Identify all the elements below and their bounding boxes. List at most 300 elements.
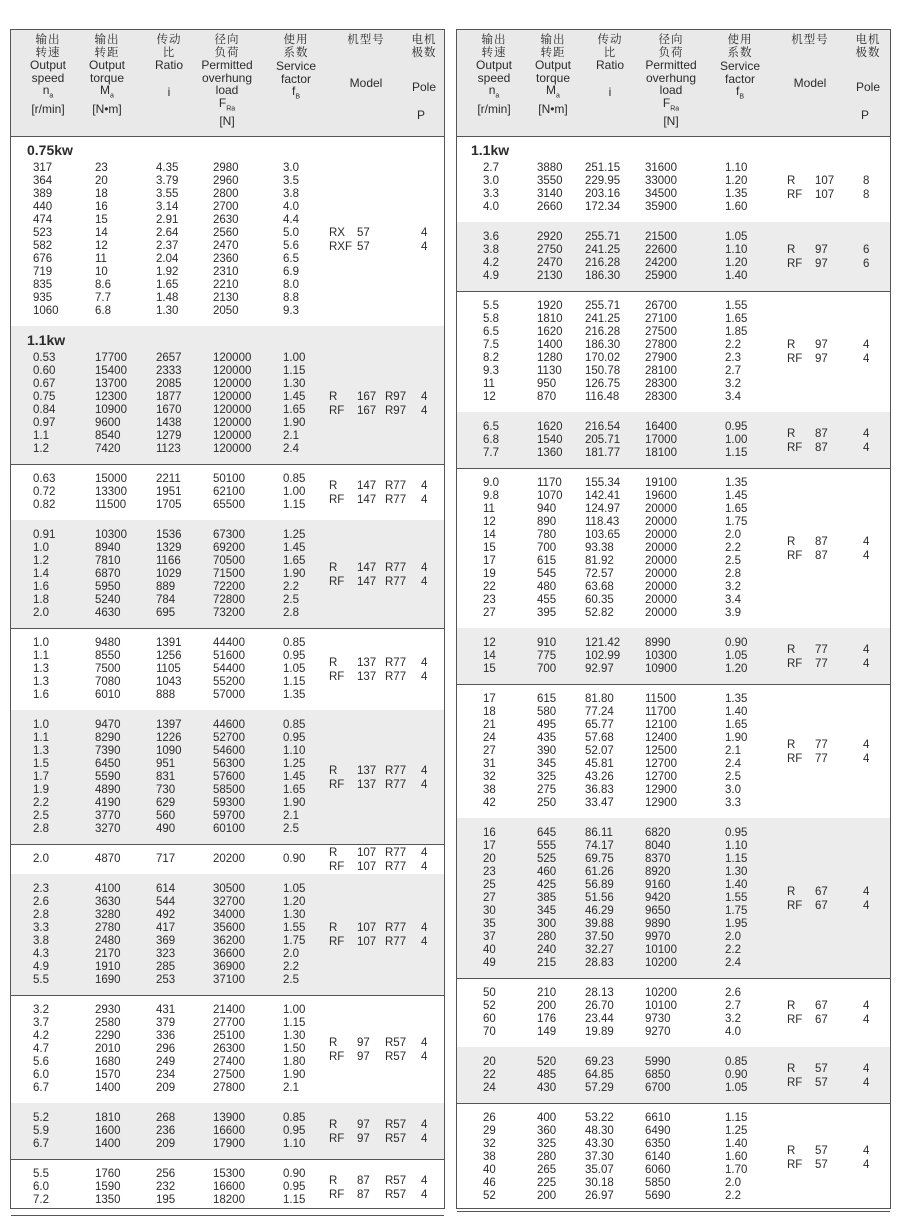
ratio-cell: 72.57 [585,568,614,580]
speed-cell: 0.72 [33,486,56,498]
table-row [11,214,444,227]
ratio-cell: 784 [156,594,176,606]
pole-value: 8 [863,175,870,187]
ratio-cell: 1536 [156,529,182,541]
ratio-cell: 86.11 [585,827,613,839]
service-cell: 3.4 [725,594,741,606]
table-row [457,313,890,326]
header-service-sub: B [295,93,300,101]
model-type: RX [329,227,345,239]
service-cell: 1.90 [283,1069,306,1081]
table-row [11,676,444,689]
service-cell: 0.95 [283,1125,306,1137]
overhung-cell: 6700 [645,1082,671,1094]
ratio-cell: 195 [156,1194,176,1206]
model-size: 87 [815,535,828,548]
header-torque [77,34,137,115]
speed-cell: 1.3 [33,745,49,757]
service-cell: 1.55 [725,892,748,904]
torque-cell: 15 [95,214,108,226]
service-cell: 1.65 [725,503,748,515]
table-row [11,1112,444,1125]
overhung-cell: 31600 [645,162,677,174]
overhung-cell: 2800 [213,188,239,200]
table-row [11,486,444,499]
service-cell: 0.85 [283,1112,306,1124]
header-model [333,34,399,89]
speed-cell: 52 [483,1190,496,1202]
speed-cell: 2.2 [33,797,49,809]
ratio-cell: 544 [156,896,176,908]
torque-cell: 485 [537,1069,557,1081]
model-type: RF [787,441,803,454]
speed-cell: 30 [483,905,496,917]
table-row [11,352,444,365]
pole-value: 4 [863,738,870,751]
model-size: 87 [815,427,828,440]
table-row [11,1030,444,1043]
service-cell: 1.30 [283,909,306,921]
torque-cell: 645 [537,827,557,839]
service-cell: 0.90 [725,1069,748,1081]
header-torque-unit: [N•m] [538,101,568,116]
table-row [11,797,444,810]
table-row [11,732,444,745]
overhung-cell: 9650 [645,905,671,917]
ratio-cell: 1391 [156,637,182,649]
overhung-cell: 52700 [213,732,245,744]
service-cell: 2.1 [725,745,741,757]
service-cell: 2.1 [283,430,299,442]
speed-cell: 0.91 [33,529,56,541]
table-row [457,771,890,784]
model-size: 97 [357,1050,370,1063]
speed-cell: 1.1 [33,650,49,662]
table-row [457,827,890,840]
header-torque [523,34,583,115]
table-row [457,1112,890,1125]
overhung-cell: 72800 [213,594,245,606]
service-cell: 1.15 [725,1112,748,1124]
pole-value: 4 [421,922,428,934]
table-row [457,1177,890,1190]
speed-cell: 5.5 [33,974,49,986]
torque-cell: 14 [95,227,108,239]
ratio-cell: 1438 [156,417,182,429]
speed-cell: 4.2 [483,257,499,269]
table-row [11,1082,444,1095]
speed-cell: 2.5 [33,810,49,822]
ratio-cell: 1043 [156,676,182,688]
service-cell: 1.00 [283,1004,306,1016]
torque-cell: 7420 [95,443,121,455]
service-cell: 2.2 [725,339,741,351]
torque-cell: 16 [95,201,108,213]
header-speed-sub: a [495,92,500,100]
ratio-cell: 236 [156,1125,176,1137]
speed-cell: 32 [483,1138,496,1150]
service-cell: 0.85 [725,1056,748,1068]
torque-cell: 200 [537,1190,557,1202]
ratio-cell: 216.28 [585,326,621,338]
service-cell: 4.0 [283,201,299,213]
overhung-cell: 67300 [213,529,245,541]
service-cell: 2.4 [283,443,299,455]
service-cell: 1.45 [725,490,748,502]
speed-cell: 14 [483,650,496,662]
ratio-cell: 629 [156,797,176,809]
header-speed-cn: 输出 转速 [35,34,61,59]
overhung-cell: 26300 [213,1043,245,1055]
table-header [11,30,444,137]
ratio-cell: 2085 [156,378,182,390]
torque-cell: 4890 [95,784,121,796]
speed-cell: 0.63 [33,473,56,485]
model-combo: R57 [385,1050,407,1063]
speed-cell: 40 [483,1164,496,1176]
header-overhung [635,34,707,128]
model-size: 97 [815,258,828,270]
overhung-cell: 70500 [213,555,245,567]
ratio-cell: 142.41 [585,490,621,502]
table-row [11,188,444,201]
torque-cell: 215 [537,957,557,969]
pole-value: 4 [421,860,428,873]
service-cell: 1.25 [283,529,306,541]
service-cell: 1.70 [725,1164,748,1176]
pole-value: 6 [863,258,870,270]
ratio-cell: 1166 [156,555,181,567]
pole-value: 4 [863,535,870,548]
overhung-cell: 2050 [213,305,239,317]
left-table [10,29,445,1209]
table-row [11,404,444,417]
service-cell: 0.95 [283,650,306,662]
table-row [11,430,444,443]
speed-cell: 1.2 [33,443,49,455]
service-cell: 3.2 [725,581,741,593]
pole-value: 4 [863,441,870,454]
table-row [11,1168,444,1181]
model-size: 107 [357,846,377,859]
torque-cell: 2920 [537,231,563,243]
overhung-cell: 54400 [213,663,245,675]
ratio-cell: 1279 [156,430,182,442]
model-type: R [787,738,796,751]
torque-cell: 5950 [95,581,121,593]
speed-cell: 6.7 [33,1138,49,1150]
service-cell: 2.5 [283,823,299,835]
row-group [457,291,890,413]
model-combo: R77 [385,936,407,948]
ratio-cell: 229.95 [585,175,621,187]
header-speed [463,34,525,115]
torque-cell: 385 [537,892,557,904]
pole-value: 4 [421,493,428,506]
ratio-cell: 92.97 [585,663,614,675]
overhung-cell: 6490 [645,1125,671,1137]
overhung-cell: 120000 [213,365,252,377]
speed-cell: 6.8 [483,434,499,446]
ratio-cell: 1951 [156,486,182,498]
header-service-symbol [711,85,769,104]
overhung-cell: 27900 [645,352,677,364]
table-row [11,542,444,555]
torque-cell: 615 [537,693,557,705]
speed-cell: 70 [483,1026,496,1038]
ratio-cell: 26.70 [585,1000,614,1012]
model-type: RF [787,1014,803,1026]
table-row [457,391,890,404]
pole-value: 4 [421,1174,428,1187]
ratio-cell: 43.26 [585,771,614,783]
service-cell: 0.85 [283,473,306,485]
service-cell: 2.8 [283,607,299,619]
table-row [11,758,444,771]
pole-value: 4 [421,656,428,669]
table-row [457,918,890,931]
overhung-cell: 73200 [213,607,245,619]
overhung-cell: 120000 [213,430,252,442]
torque-cell: 18 [95,188,108,200]
table-row [11,1125,444,1138]
torque-cell: 545 [537,568,557,580]
table-row [11,391,444,404]
table-row [11,1138,444,1151]
model-type: RF [329,936,345,948]
ratio-cell: 256 [156,1168,176,1180]
torque-cell: 8.6 [95,279,111,291]
torque-cell: 7.7 [95,292,111,304]
torque-cell: 1590 [95,1181,121,1193]
speed-cell: 3.7 [33,1017,49,1029]
speed-cell: 1.7 [33,771,49,783]
overhung-cell: 60100 [213,823,245,835]
overhung-cell: 8920 [645,866,671,878]
ratio-cell: 3.14 [156,201,179,213]
speed-cell: 12 [483,391,496,403]
model-type: R [787,535,796,548]
speed-cell: 20 [483,1056,496,1068]
overhung-cell: 12700 [645,771,677,783]
service-cell: 5.0 [283,227,299,239]
torque-cell: 6.8 [95,305,111,317]
header-pole [405,34,443,94]
ratio-cell: 255.71 [585,231,621,243]
overhung-cell: 56300 [213,758,245,770]
service-cell: 2.2 [725,1190,741,1202]
ratio-cell: 81.80 [585,693,614,705]
speed-cell: 40 [483,944,496,956]
service-cell: 2.7 [725,365,741,377]
model-type: RF [329,405,345,417]
overhung-cell: 12900 [645,797,677,809]
model-size: 67 [815,885,828,898]
model-size: 97 [815,244,828,256]
service-cell: 2.0 [725,1177,741,1189]
torque-cell: 7390 [95,745,121,757]
model-size: 167 [357,405,377,417]
table-row [457,568,890,581]
torque-cell: 13700 [95,378,127,390]
speed-cell: 6.7 [33,1082,49,1094]
model-type: RXF [329,241,352,253]
overhung-cell: 17000 [645,434,677,446]
table-row [457,490,890,503]
overhung-cell: 37100 [213,974,245,986]
overhung-cell: 2130 [213,292,239,304]
table-row [11,443,444,456]
torque-cell: 1280 [537,352,563,364]
table-row [457,797,890,810]
ratio-cell: 730 [156,784,176,796]
header-speed-sub: a [49,92,54,100]
row-group [11,1103,444,1160]
service-cell: 1.15 [725,447,748,459]
overhung-cell: 20000 [645,503,677,515]
torque-cell: 1570 [95,1069,121,1081]
model-size: 137 [357,670,377,683]
service-cell: 2.8 [725,568,741,580]
speed-cell: 676 [33,253,53,265]
table-row [11,663,444,676]
overhung-cell: 20000 [645,555,677,567]
overhung-cell: 69200 [213,542,245,554]
table-row [457,1125,890,1138]
model-size: 57 [357,227,370,239]
torque-cell: 430 [537,1082,557,1094]
speed-cell: 23 [483,866,496,878]
model-type: RF [329,778,345,791]
torque-cell: 9600 [95,417,121,429]
torque-cell: 240 [537,944,557,956]
service-cell: 1.60 [725,201,748,213]
right-table [456,29,891,1209]
torque-cell: 5590 [95,771,121,783]
ratio-cell: 74.17 [585,840,614,852]
model-type: R [787,339,796,351]
model-combo: R77 [385,860,407,873]
overhung-cell: 44400 [213,637,245,649]
service-cell: 1.15 [283,1017,306,1029]
overhung-cell: 9270 [645,1026,671,1038]
overhung-cell: 50100 [213,473,245,485]
overhung-cell: 20200 [213,853,245,865]
overhung-cell: 120000 [213,417,252,429]
speed-cell: 50 [483,987,496,999]
model-type: RF [329,670,345,683]
speed-cell: 2.3 [33,883,49,895]
speed-cell: 1.8 [33,594,49,606]
torque-cell: 280 [537,931,557,943]
ratio-cell: 1877 [156,391,182,403]
overhung-cell: 15300 [213,1168,245,1180]
service-cell: 3.4 [725,391,741,403]
ratio-cell: 1256 [156,650,182,662]
torque-cell: 395 [537,607,557,619]
service-cell: 1.15 [283,676,306,688]
ratio-cell: 251.15 [585,162,621,174]
torque-cell: 8550 [95,650,121,662]
ratio-cell: 121.42 [585,637,621,649]
pole-value: 4 [863,899,870,912]
table-row [11,378,444,391]
service-cell: 1.20 [283,896,306,908]
header-ratio-en: Ratio [154,58,183,72]
speed-cell: 18 [483,706,496,718]
overhung-cell: 34500 [645,188,677,200]
service-cell: 2.3 [725,352,741,364]
ratio-cell: 69.75 [585,853,614,865]
header-speed-symbol [17,84,79,103]
torque-cell: 2130 [537,270,563,282]
ratio-cell: 26.97 [585,1190,614,1202]
torque-cell: 8940 [95,542,121,554]
ratio-cell: 216.54 [585,421,621,433]
overhung-cell: 120000 [213,443,252,455]
overhung-cell: 18100 [645,447,677,459]
pole-value: 4 [863,1158,870,1171]
pole-value: 4 [863,885,870,898]
speed-cell: 23 [483,594,496,606]
ratio-cell: 93.38 [585,542,614,554]
service-cell: 1.60 [725,1151,748,1163]
speed-cell: 474 [33,214,53,226]
service-cell: 1.15 [283,365,306,377]
speed-cell: 24 [483,1082,496,1094]
ratio-cell: 268 [156,1112,176,1124]
service-cell: 2.2 [283,581,299,593]
service-cell: 1.40 [725,270,748,282]
overhung-cell: 36600 [213,948,245,960]
ratio-cell: 118.43 [585,516,620,528]
model-size: 107 [357,936,377,948]
table-row [11,896,444,909]
overhung-cell: 2700 [213,201,239,213]
service-cell: 1.30 [283,378,306,390]
speed-cell: 1.3 [33,663,49,675]
torque-cell: 3880 [537,162,563,174]
table-row [457,270,890,283]
ratio-cell: 951 [156,758,176,770]
table-row [11,1194,444,1207]
table-row [11,948,444,961]
torque-cell: 23 [95,162,108,174]
overhung-cell: 9890 [645,918,671,930]
service-cell: 1.65 [283,404,306,416]
pole-value: 4 [421,1132,428,1145]
speed-cell: 523 [33,227,53,239]
model-combo: R77 [385,656,407,669]
model-type: R [329,846,338,859]
model-type: RF [787,549,803,562]
row-group [11,874,444,996]
model-size: 77 [815,738,828,751]
header-service-en: Service factor [719,59,760,86]
torque-cell: 1170 [537,477,562,489]
torque-cell: 1070 [537,490,563,502]
pole-value: 4 [421,405,428,417]
table-row [457,477,890,490]
ratio-cell: 126.75 [585,378,621,390]
speed-cell: 38 [483,784,496,796]
ratio-cell: 124.97 [585,503,621,515]
overhung-cell: 57000 [213,689,245,701]
header-model [777,34,843,89]
model-size: 87 [815,549,828,562]
service-cell: 2.1 [283,1082,299,1094]
speed-cell: 9.8 [483,490,499,502]
